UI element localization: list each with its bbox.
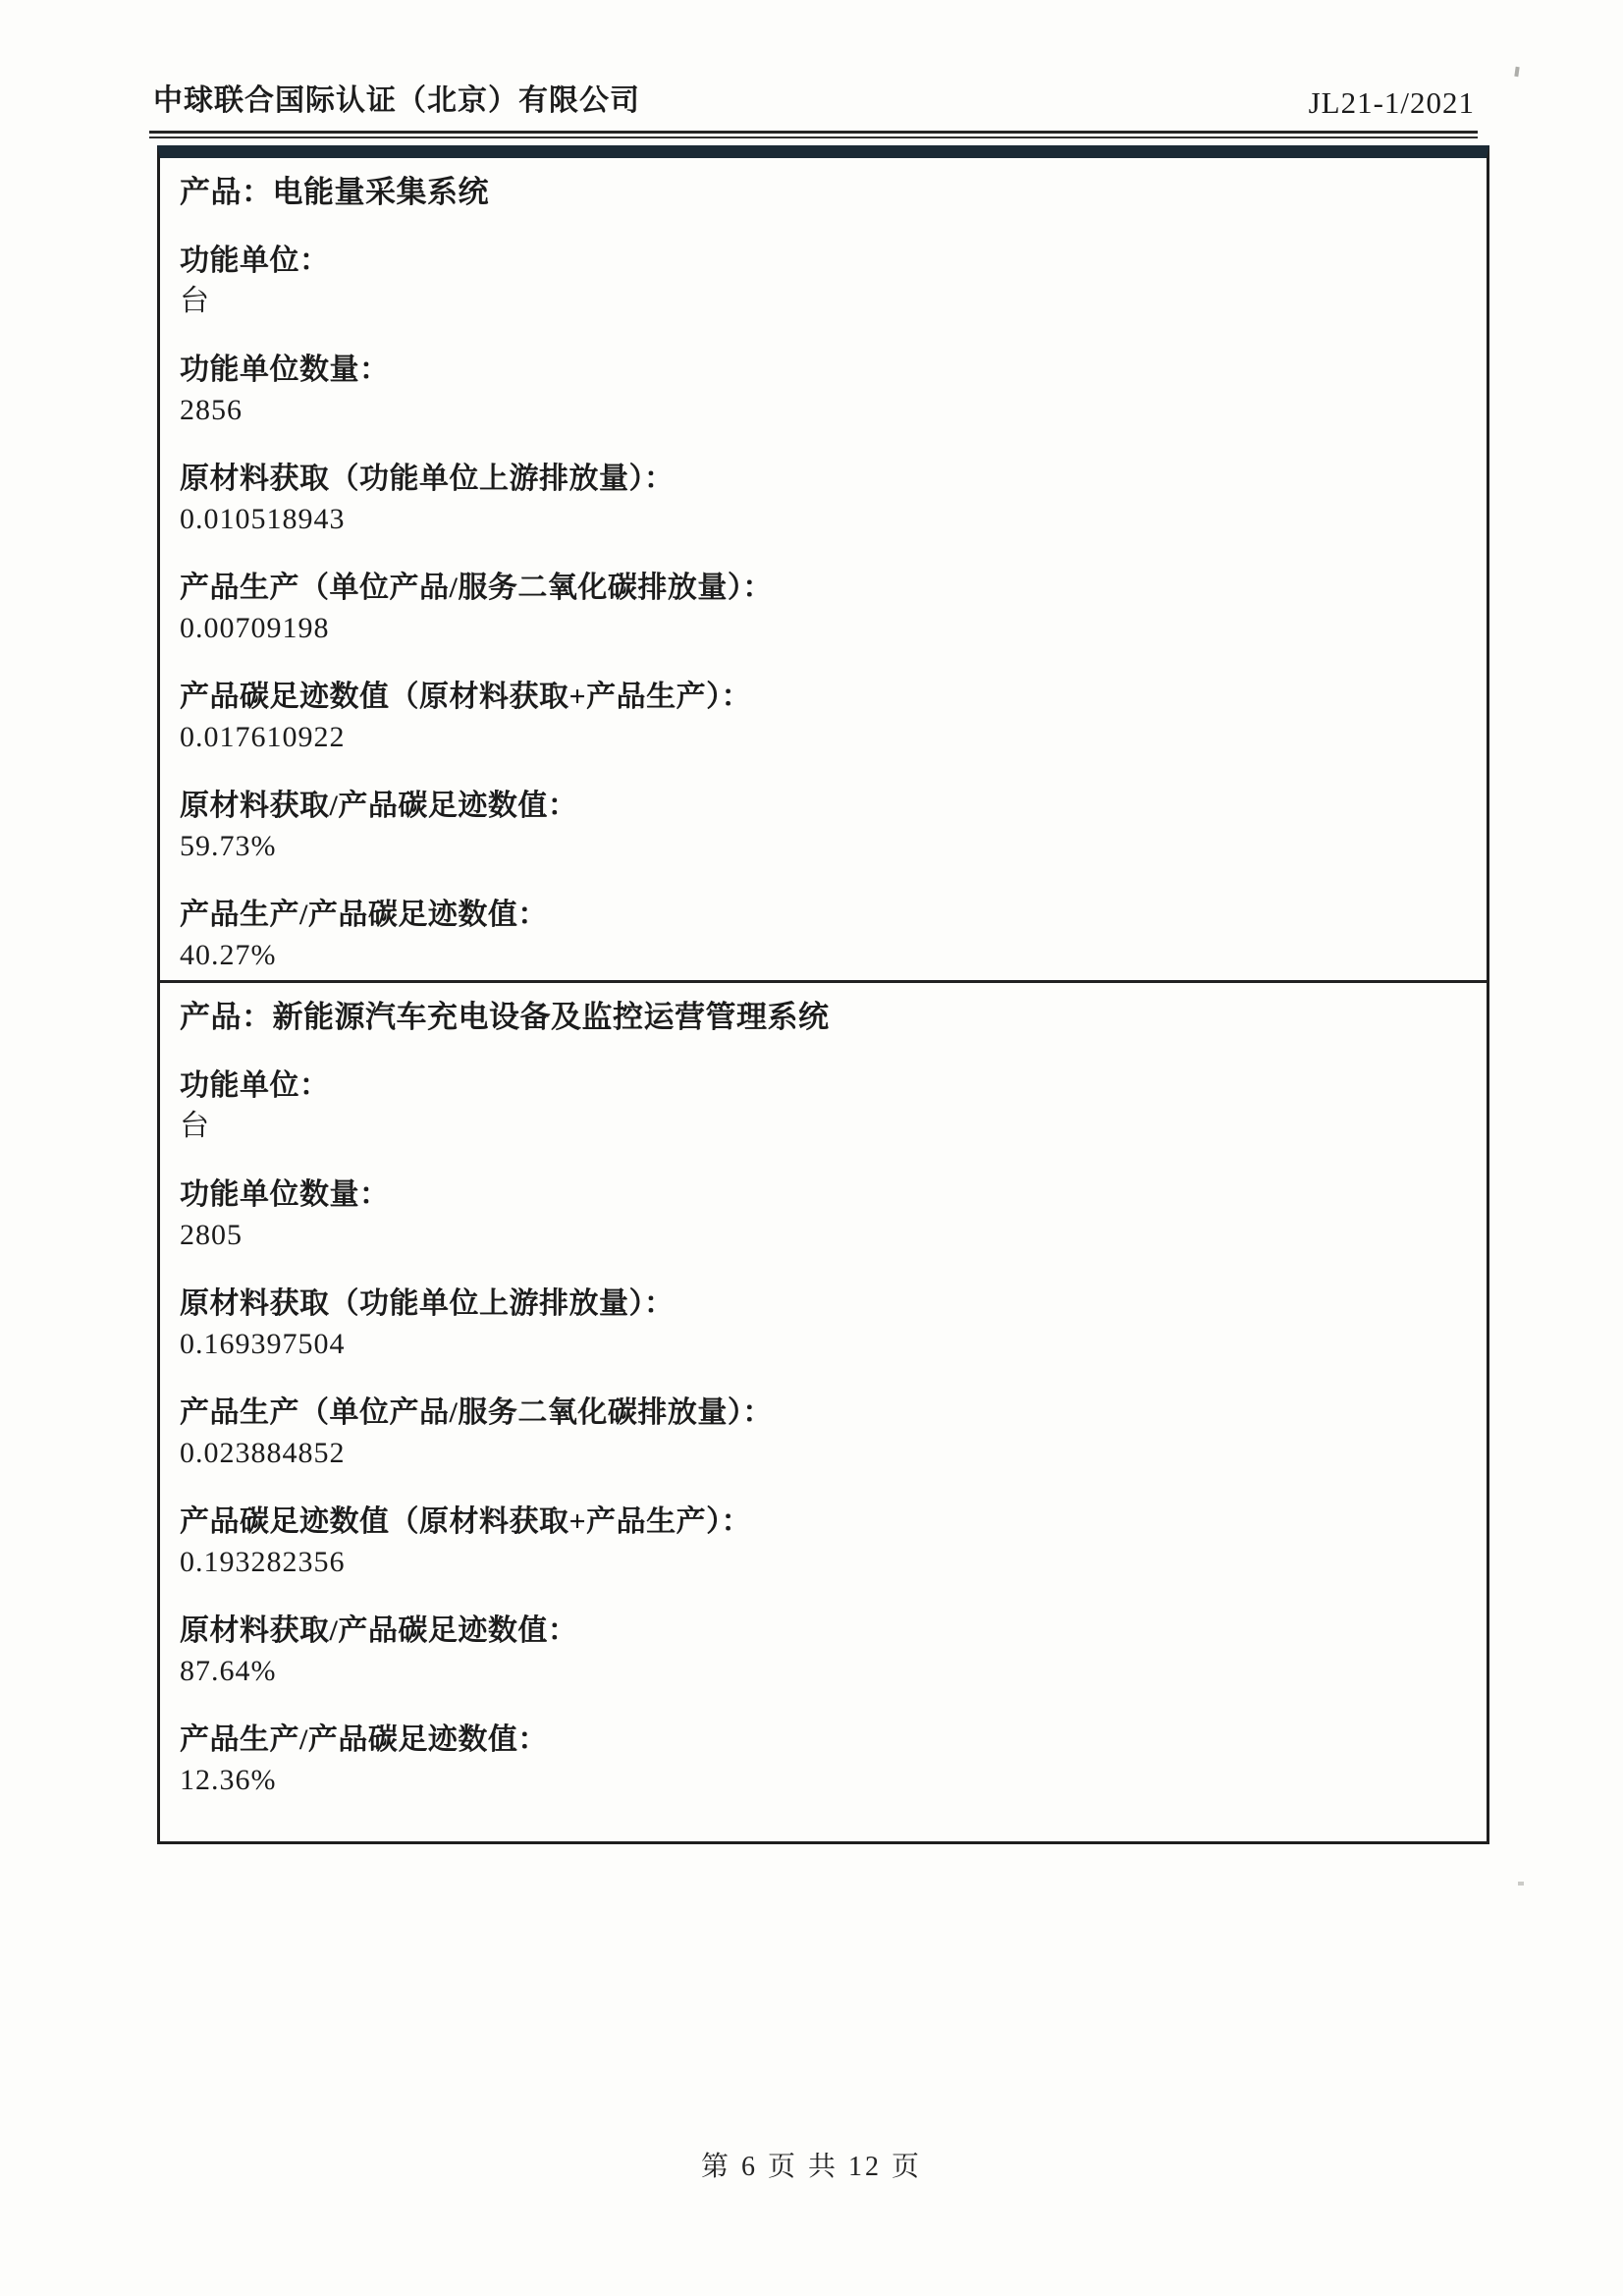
field-value: 0.169397504 [180,1328,346,1360]
field-label: 功能单位： [180,1069,330,1102]
field-value: 12.36% [180,1764,277,1796]
field-functional-unit [180,1066,1463,1146]
scan-artifact [1514,67,1519,77]
field-label: 原材料获取/产品碳足迹数值： [180,790,578,822]
field-carbon-footprint-total [180,677,1463,757]
field-value: 59.73% [180,830,277,862]
field-label: 产品碳足迹数值（原材料获取+产品生产）： [180,681,752,713]
field-raw-material-share [180,1611,1463,1691]
header-divider [149,131,1478,138]
field-raw-material-acquisition [180,459,1463,539]
product-1-title: 产品：电能量采集系统 [180,175,489,209]
field-value: 40.27% [180,939,277,971]
product-info-table [157,145,1489,1844]
field-label: 产品生产（单位产品/服务二氧化碳排放量）： [180,1396,773,1429]
field-raw-material-acquisition [180,1284,1463,1364]
field-production-share [180,1720,1463,1800]
field-value: 87.64% [180,1655,277,1687]
page-number: 第 6 页 共 12 页 [700,2152,922,2182]
field-value: 0.00709198 [180,612,330,644]
field-carbon-footprint-total [180,1502,1463,1582]
field-label: 产品生产/产品碳足迹数值： [180,1723,548,1756]
field-production-share [180,895,1463,975]
field-value: 2856 [180,394,243,426]
field-value: 台 [180,1110,210,1142]
field-functional-unit [180,241,1463,321]
field-value: 2805 [180,1219,243,1251]
field-value: 0.193282356 [180,1546,346,1578]
field-product-production [180,568,1463,648]
field-value: 0.023884852 [180,1437,346,1469]
product-2-title: 产品：新能源汽车充电设备及监控运营管理系统 [180,1000,830,1034]
field-label: 原材料获取（功能单位上游排放量）： [180,1287,675,1320]
field-label: 产品碳足迹数值（原材料获取+产品生产）： [180,1505,752,1538]
field-label: 原材料获取/产品碳足迹数值： [180,1614,578,1647]
field-label: 产品生产（单位产品/服务二氧化碳排放量）： [180,572,773,604]
field-label: 功能单位数量： [180,354,390,386]
field-value: 台 [180,285,210,317]
scan-artifact [1518,1882,1524,1886]
field-value: 0.010518943 [180,503,346,535]
field-label: 原材料获取（功能单位上游排放量）： [180,463,675,495]
field-label: 功能单位数量： [180,1178,390,1211]
field-functional-unit-quantity [180,1175,1463,1255]
field-value: 0.017610922 [180,721,346,753]
field-product-production [180,1393,1463,1473]
product-section-1 [160,158,1487,983]
field-functional-unit-quantity [180,350,1463,430]
product-section-2 [160,983,1487,1800]
company-name: 中球联合国际认证（北京）有限公司 [153,84,640,117]
document-code: JL21-1/2021 [1308,85,1475,120]
field-label: 功能单位： [180,245,330,277]
field-label: 产品生产/产品碳足迹数值： [180,899,548,931]
field-raw-material-share [180,786,1463,866]
